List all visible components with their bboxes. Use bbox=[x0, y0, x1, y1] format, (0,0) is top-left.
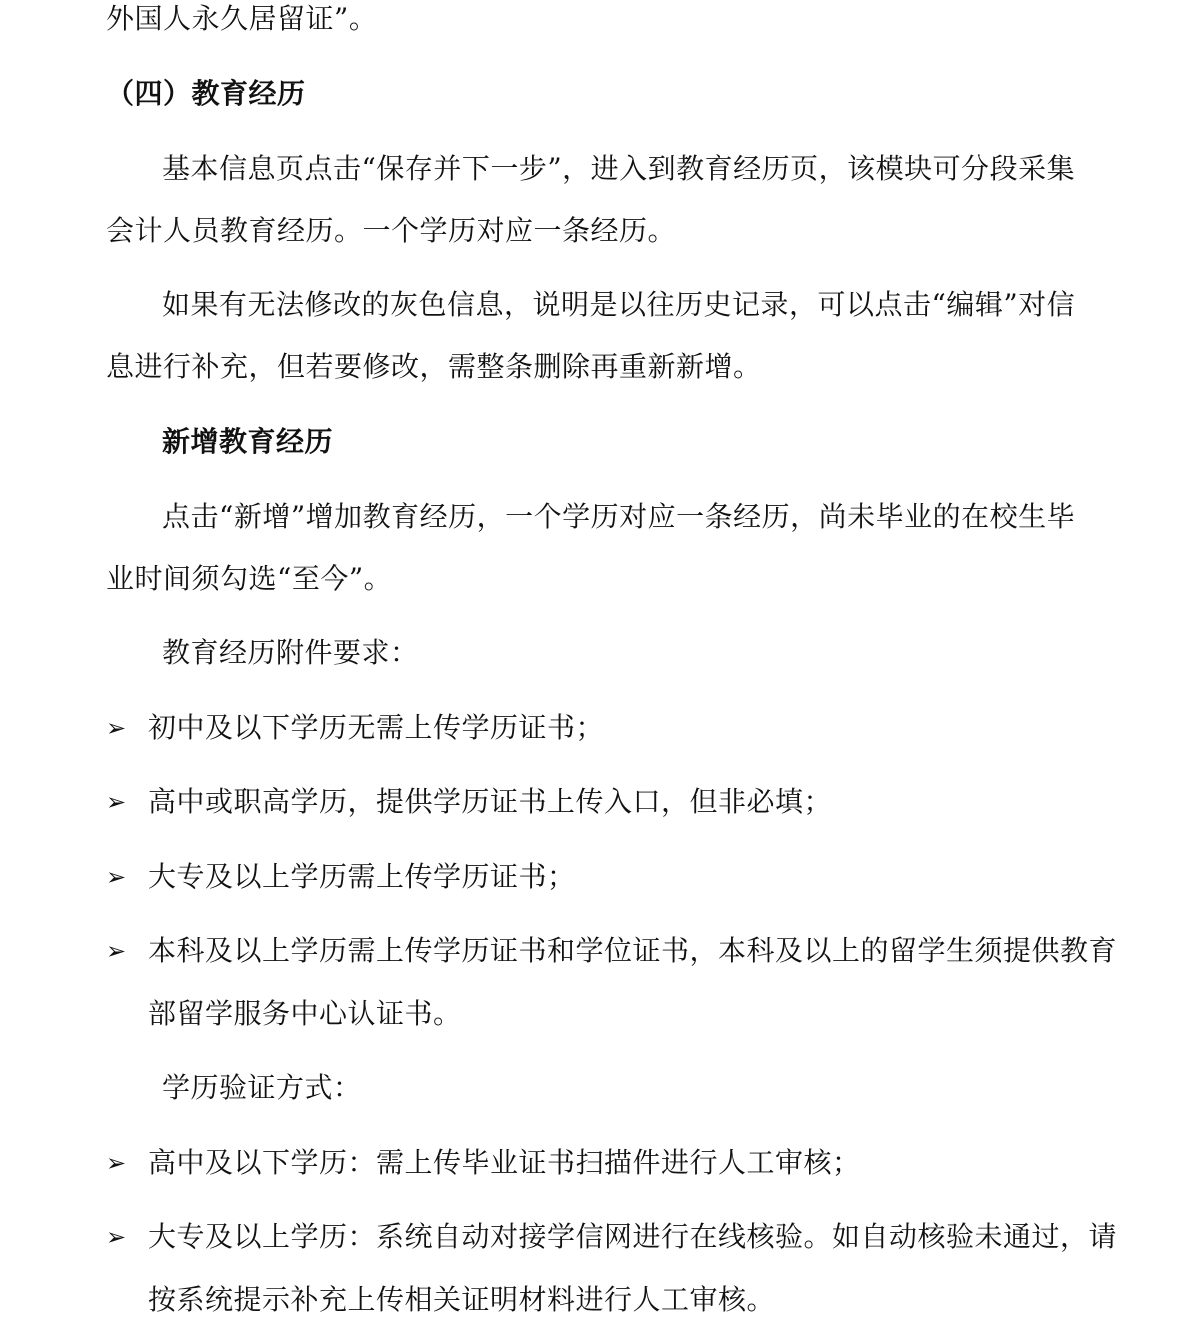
paragraph-line: 基本信息页点击“保存并下一步”，进入到教育经历页，该模块可分段采集 bbox=[162, 152, 1076, 185]
arrow-bullet-icon: ➢ bbox=[106, 1149, 127, 1177]
list-item: 大专及以上学历需上传学历证书； bbox=[148, 860, 576, 893]
list-title: 学历验证方式： bbox=[162, 1071, 362, 1104]
list-item: 初中及以下学历无需上传学历证书； bbox=[148, 711, 605, 744]
text-line: 外国人永久居留证”。 bbox=[106, 2, 378, 35]
list-title: 教育经历附件要求： bbox=[162, 636, 419, 669]
list-item-continuation: 按系统提示补充上传相关证明材料进行人工审核。 bbox=[148, 1283, 776, 1316]
paragraph-line: 息进行补充，但若要修改，需整条删除再重新新增。 bbox=[106, 350, 762, 383]
paragraph-line: 业时间须勾选“至今”。 bbox=[106, 562, 393, 595]
subsection-heading: 新增教育经历 bbox=[162, 425, 334, 458]
arrow-bullet-icon: ➢ bbox=[106, 937, 127, 965]
list-item-continuation: 部留学服务中心认证书。 bbox=[148, 997, 462, 1030]
list-item: 本科及以上学历需上传学历证书和学位证书，本科及以上的留学生须提供教育 bbox=[148, 934, 1118, 967]
paragraph-line: 会计人员教育经历。一个学历对应一条经历。 bbox=[106, 214, 677, 247]
list-item: 高中及以下学历：需上传毕业证书扫描件进行人工审核； bbox=[148, 1146, 861, 1179]
list-item: 大专及以上学历：系统自动对接学信网进行在线核验。如自动核验未通过，请 bbox=[148, 1220, 1118, 1253]
arrow-bullet-icon: ➢ bbox=[106, 788, 127, 816]
paragraph-line: 如果有无法修改的灰色信息，说明是以往历史记录，可以点击“编辑”对信 bbox=[162, 288, 1076, 321]
list-item: 高中或职高学历，提供学历证书上传入口，但非必填； bbox=[148, 785, 833, 818]
paragraph-line: 点击“新增”增加教育经历，一个学历对应一条经历，尚未毕业的在校生毕 bbox=[162, 500, 1076, 533]
arrow-bullet-icon: ➢ bbox=[106, 1223, 127, 1251]
arrow-bullet-icon: ➢ bbox=[106, 863, 127, 891]
arrow-bullet-icon: ➢ bbox=[106, 714, 127, 742]
section-heading: （四）教育经历 bbox=[106, 77, 306, 110]
